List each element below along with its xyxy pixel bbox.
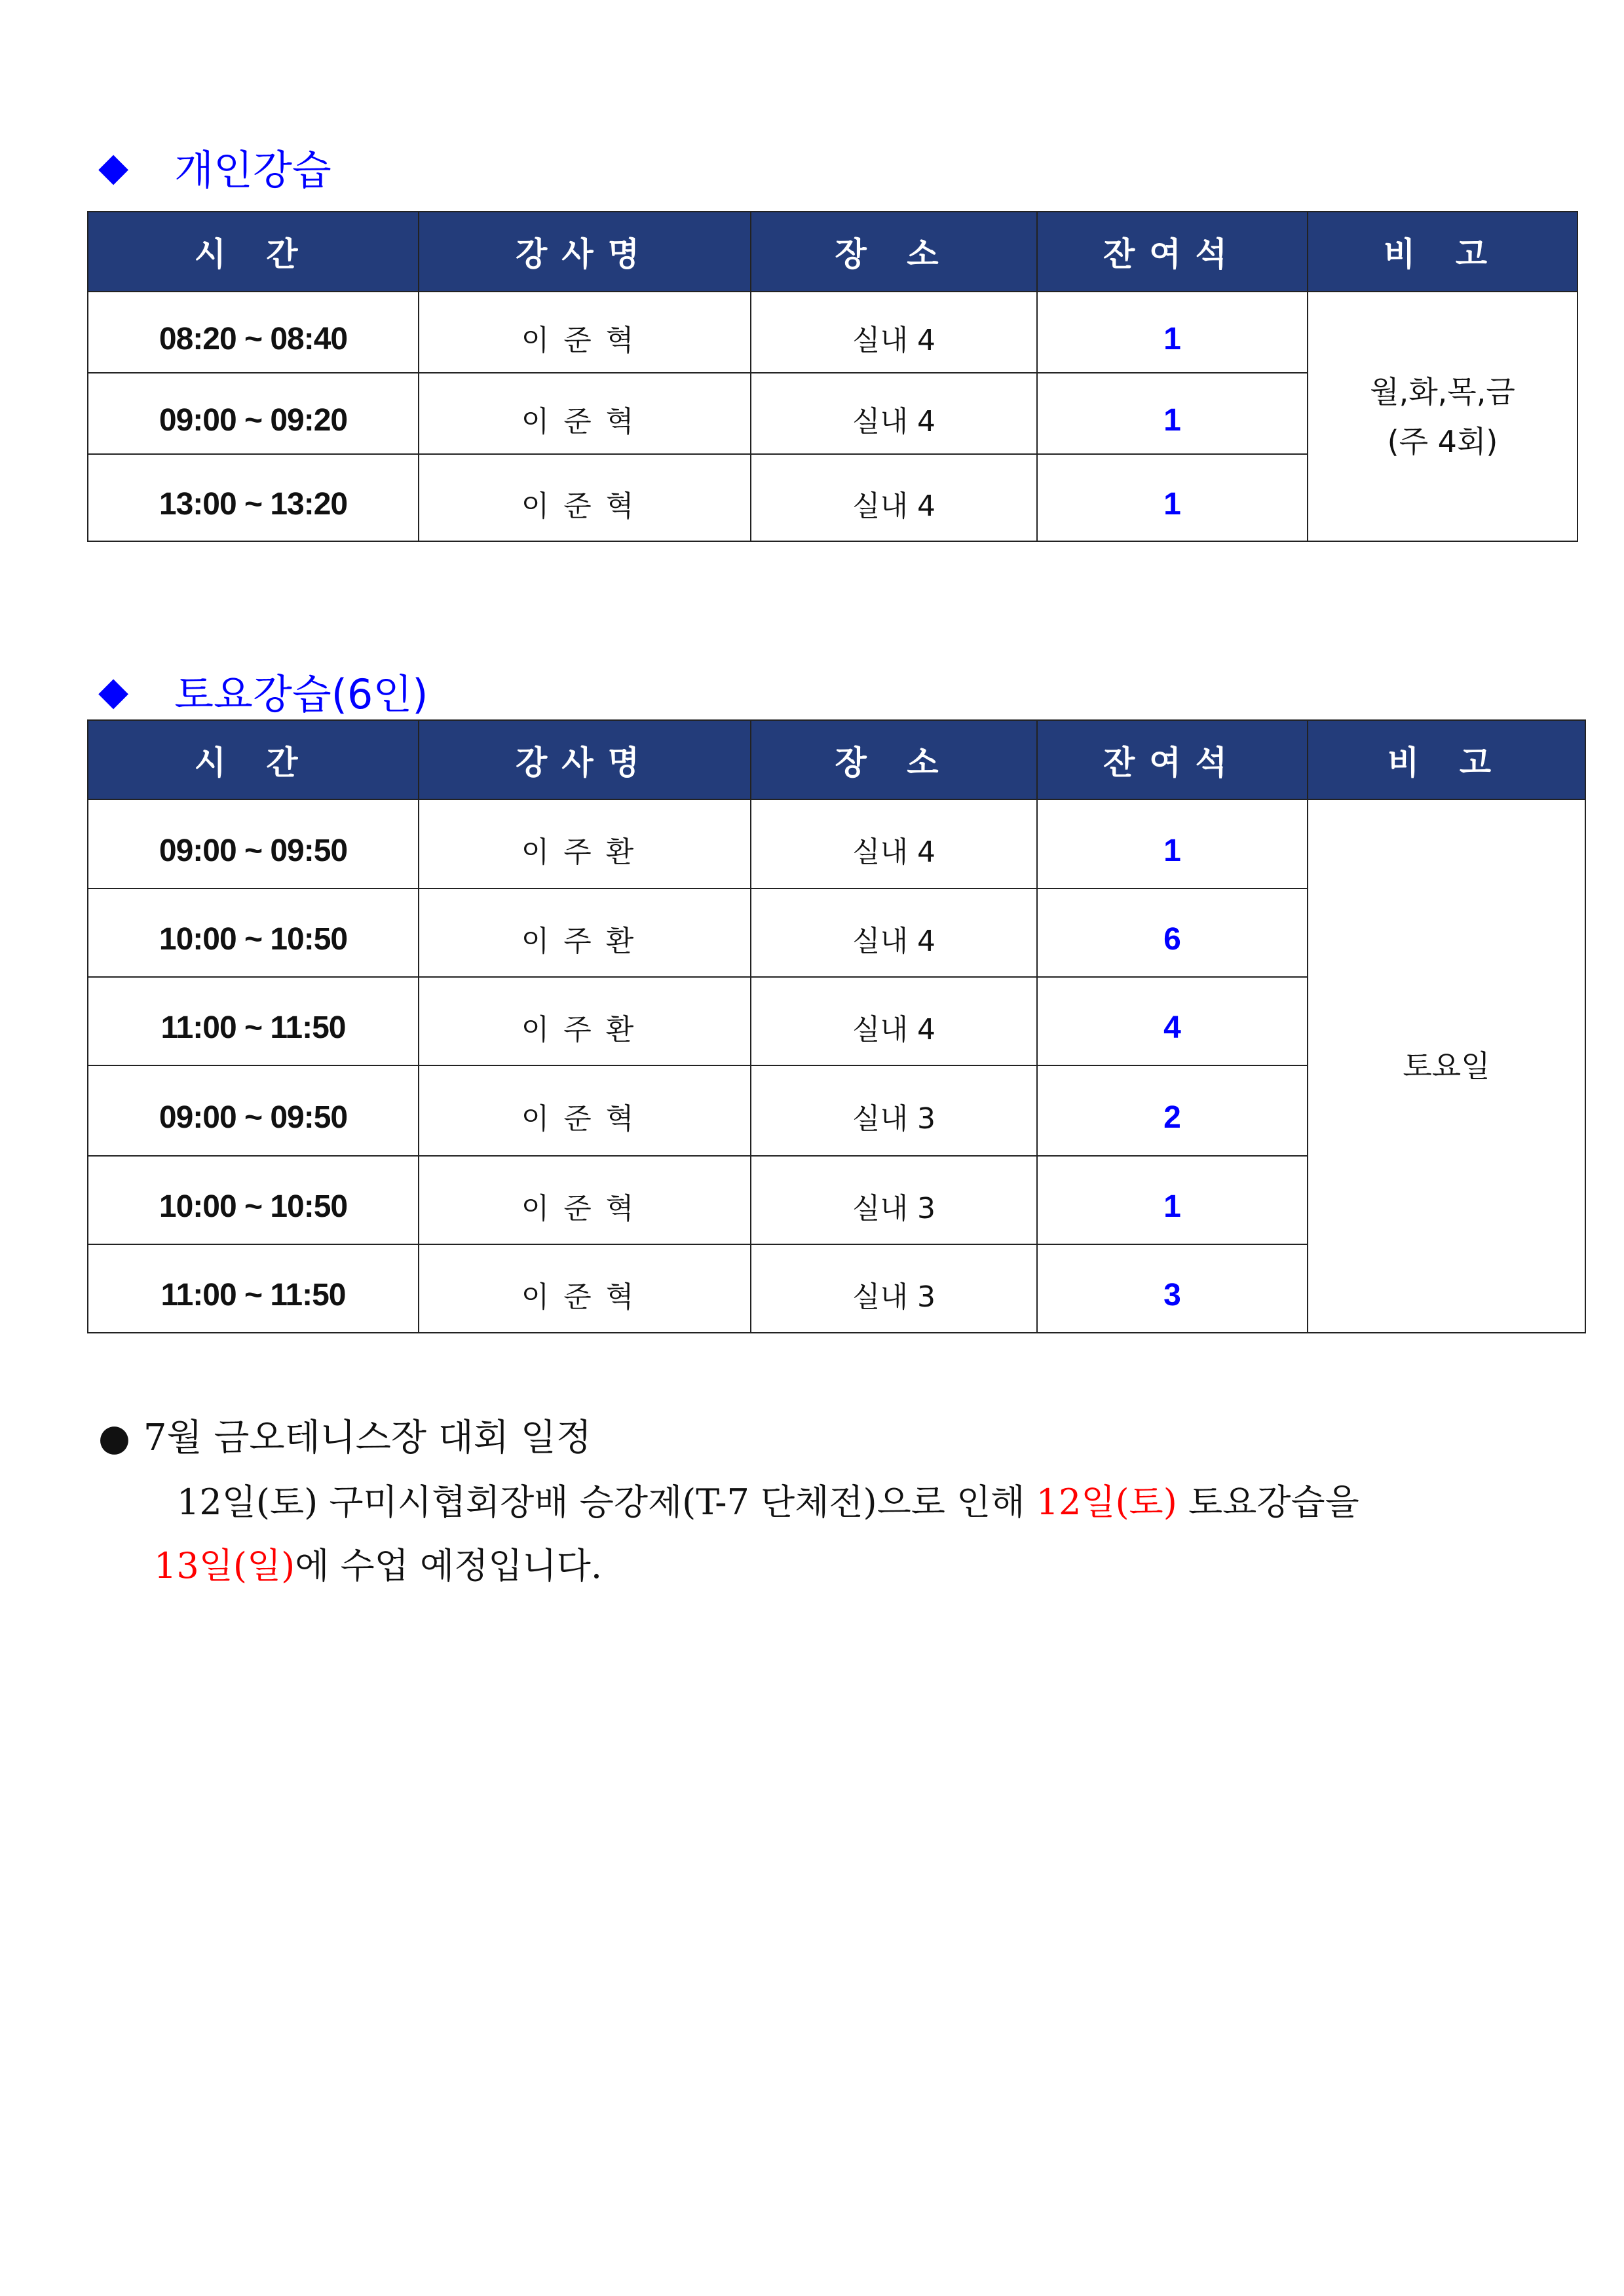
time-cell: 09:00 ~ 09:50: [88, 1065, 419, 1156]
diamond-icon: ◆: [98, 144, 129, 190]
place-cell: 실내 4: [751, 889, 1037, 977]
table-header-row: [88, 720, 1585, 799]
section-title-text: 토요강습(6인): [174, 670, 428, 718]
instructor-cell: 이준혁: [419, 1065, 751, 1156]
notice-highlight: 12일(토): [1036, 1482, 1177, 1523]
notice-line-2: [154, 1538, 602, 1588]
section-title-text: 개인강습: [174, 146, 331, 194]
time-cell: 10:00 ~ 10:50: [88, 889, 419, 977]
seats-cell: 3: [1037, 1244, 1308, 1333]
diamond-icon: ◆: [98, 668, 129, 714]
place-cell: 실내 4: [751, 292, 1037, 373]
time-cell: 10:00 ~ 10:50: [88, 1156, 419, 1244]
header-time: 시 간: [88, 212, 419, 292]
notice-text: 토요강습을: [1177, 1482, 1359, 1523]
time-cell: 08:20 ~ 08:40: [88, 292, 419, 373]
header-place: 장 소: [751, 212, 1037, 292]
time-cell: 11:00 ~ 11:50: [88, 977, 419, 1065]
instructor-cell: 이준혁: [419, 292, 751, 373]
private-lesson-table: [87, 211, 1578, 542]
seats-cell: 1: [1037, 1156, 1308, 1244]
notice-text: 에 수업 예정입니다.: [295, 1545, 602, 1586]
place-cell: 실내 3: [751, 1244, 1037, 1333]
instructor-cell: 이주환: [419, 977, 751, 1065]
header-note: 비 고: [1308, 212, 1577, 292]
place-cell: 실내 3: [751, 1065, 1037, 1156]
seats-cell: 1: [1037, 292, 1308, 373]
place-cell: 실내 4: [751, 799, 1037, 889]
time-cell: 13:00 ~ 13:20: [88, 454, 419, 541]
instructor-cell: 이준혁: [419, 1156, 751, 1244]
notice-heading-text: 7월 금오테니스장 대회 일정: [143, 1417, 592, 1459]
seats-cell: 2: [1037, 1065, 1308, 1156]
saturday-lesson-table: [87, 719, 1586, 1333]
section-title-saturday: [98, 662, 428, 720]
table-header-row: [88, 212, 1577, 292]
seats-cell: 1: [1037, 373, 1308, 454]
place-cell: 실내 4: [751, 373, 1037, 454]
time-cell: 11:00 ~ 11:50: [88, 1244, 419, 1333]
instructor-cell: 이주환: [419, 889, 751, 977]
note-line: (주 4회): [1387, 423, 1498, 459]
section-title-private: [98, 138, 331, 196]
notice-heading: [98, 1409, 592, 1461]
header-seats: 잔여석: [1037, 212, 1308, 292]
header-seats: 잔여석: [1037, 720, 1308, 799]
place-cell: 실내 4: [751, 454, 1037, 541]
table-row: [88, 292, 1577, 373]
seats-cell: 4: [1037, 977, 1308, 1065]
bullet-icon: ●: [98, 1417, 130, 1459]
notice-line-1: [177, 1474, 1359, 1525]
time-cell: 09:00 ~ 09:20: [88, 373, 419, 454]
note-cell: [1308, 292, 1577, 541]
note-line: 월,화,목,금: [1370, 373, 1515, 410]
instructor-cell: 이준혁: [419, 1244, 751, 1333]
table-row: [88, 799, 1585, 889]
header-place: 장 소: [751, 720, 1037, 799]
instructor-cell: 이주환: [419, 799, 751, 889]
header-time: 시 간: [88, 720, 419, 799]
note-cell: 토요일: [1308, 799, 1585, 1333]
instructor-cell: 이준혁: [419, 373, 751, 454]
place-cell: 실내 3: [751, 1156, 1037, 1244]
instructor-cell: 이준혁: [419, 454, 751, 541]
header-note: 비 고: [1308, 720, 1585, 799]
time-cell: 09:00 ~ 09:50: [88, 799, 419, 889]
notice-text: 12일(토) 구미시협회장배 승강제(T-7 단체전)으로 인해: [177, 1482, 1036, 1523]
header-instructor: 강사명: [419, 720, 751, 799]
notice-highlight: 13일(일): [154, 1545, 295, 1586]
seats-cell: 6: [1037, 889, 1308, 977]
seats-cell: 1: [1037, 454, 1308, 541]
place-cell: 실내 4: [751, 977, 1037, 1065]
header-instructor: 강사명: [419, 212, 751, 292]
seats-cell: 1: [1037, 799, 1308, 889]
